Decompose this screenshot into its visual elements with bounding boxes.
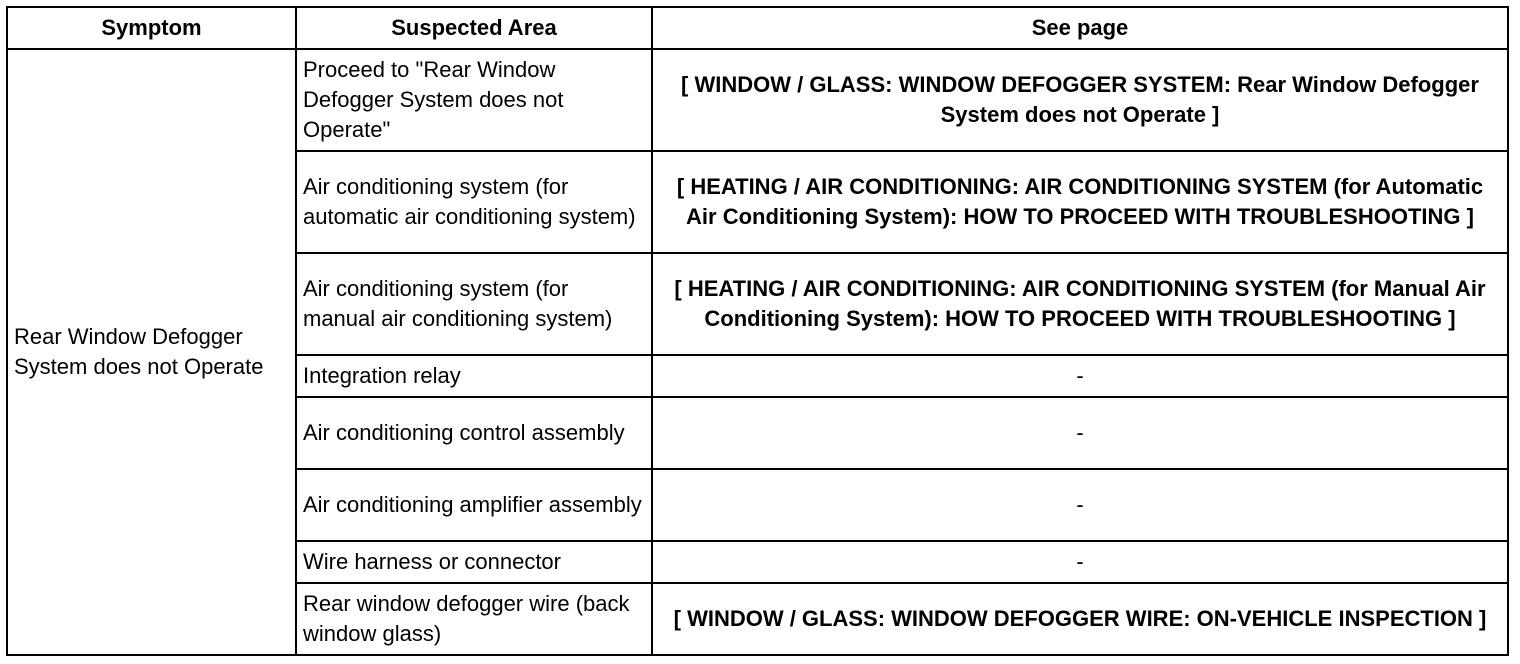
suspected-area-cell: Proceed to "Rear Window Defogger System does not Operate" [296,49,652,151]
see-page-link[interactable]: [ WINDOW / GLASS: WINDOW DEFOGGER SYSTEM: Rear Window Defogger System does not Operate ] [652,49,1508,151]
header-row [7,7,1508,49]
see-page-link[interactable]: [ WINDOW / GLASS: WINDOW DEFOGGER WIRE: ON-VEHICLE INSPECTION ] [652,583,1508,655]
see-page-cell: - [652,355,1508,397]
suspected-area-cell: Rear window defogger wire (back window glass) [296,583,652,655]
header-symptom: Symptom [7,7,296,49]
header-see-page: See page [652,7,1508,49]
see-page-cell: - [652,469,1508,541]
suspected-area-cell: Wire harness or connector [296,541,652,583]
suspected-area-cell: Integration relay [296,355,652,397]
suspected-area-cell: Air conditioning system (for automatic air conditioning system) [296,151,652,253]
suspected-area-cell: Air conditioning amplifier assembly [296,469,652,541]
suspected-area-cell: Air conditioning control assembly [296,397,652,469]
see-page-link[interactable]: [ HEATING / AIR CONDITIONING: AIR CONDITIONING SYSTEM (for Automatic Air Conditioning System): HOW TO PROCEED WITH TROUBLESHOOTING ] [652,151,1508,253]
symptom-cell: Rear Window Defogger System does not Operate [7,49,296,655]
suspected-area-cell: Air conditioning system (for manual air conditioning system) [296,253,652,355]
troubleshooting-table [6,6,1509,656]
table-row [7,49,1508,151]
header-suspected-area: Suspected Area [296,7,652,49]
see-page-cell: - [652,541,1508,583]
see-page-cell: - [652,397,1508,469]
see-page-link[interactable]: [ HEATING / AIR CONDITIONING: AIR CONDITIONING SYSTEM (for Manual Air Conditioning System): HOW TO PROCEED WITH TROUBLESHOOTING ] [652,253,1508,355]
